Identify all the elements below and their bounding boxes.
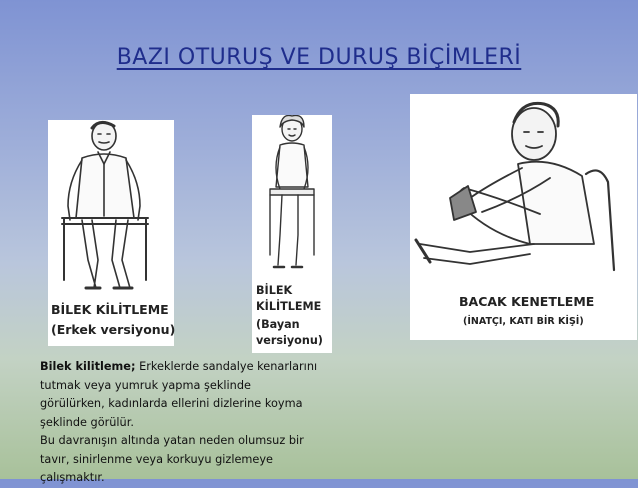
seated-woman-illustration — [252, 115, 332, 281]
description-line7: çalışmaktır. — [40, 471, 105, 484]
woman-caption-line4: versiyonu) — [256, 334, 323, 347]
description-line1: Erkeklerde sandalye kenarlarını — [135, 360, 318, 373]
woman-caption-line2: KİLİTLEME — [256, 300, 322, 313]
description-line6: tavır, sinirlenme veya korkuyu gizlemeye — [40, 452, 274, 466]
leg-clasp-caption-title: BACAK KENETLEME — [459, 294, 595, 309]
description-line4: şeklinde görülür. — [40, 415, 134, 429]
description-line3: görülürken, kadınlarda ellerini dizlerine koyma — [40, 397, 303, 410]
description-text — [40, 358, 358, 488]
man-illustration-panel — [48, 120, 174, 298]
description-term: Bilek kilitleme; — [40, 360, 136, 373]
leg-clasp-caption-subtitle: (İNATÇI, KATI BİR KİŞİ) — [463, 316, 584, 327]
description-line2: tutmak veya yumruk yapma şeklinde — [40, 378, 251, 392]
leg-clasp-illustration-panel — [410, 94, 637, 276]
man-caption-subtitle: (Erkek versiyonu) — [51, 322, 176, 337]
woman-illustration-panel — [252, 115, 332, 281]
woman-caption-line3: (Bayan — [256, 318, 300, 331]
woman-caption-line1: BİLEK — [256, 284, 293, 297]
leg-clasp-man-illustration — [410, 94, 637, 276]
seated-man-illustration — [48, 120, 174, 298]
description-line5: Bu davranışın altında yatan neden olumsuz bir — [40, 434, 304, 447]
man-caption-title: BİLEK KİLİTLEME — [51, 302, 169, 317]
slide-title: BAZI OTURUŞ VE DURUŞ BİÇİMLERİ — [116, 45, 522, 70]
